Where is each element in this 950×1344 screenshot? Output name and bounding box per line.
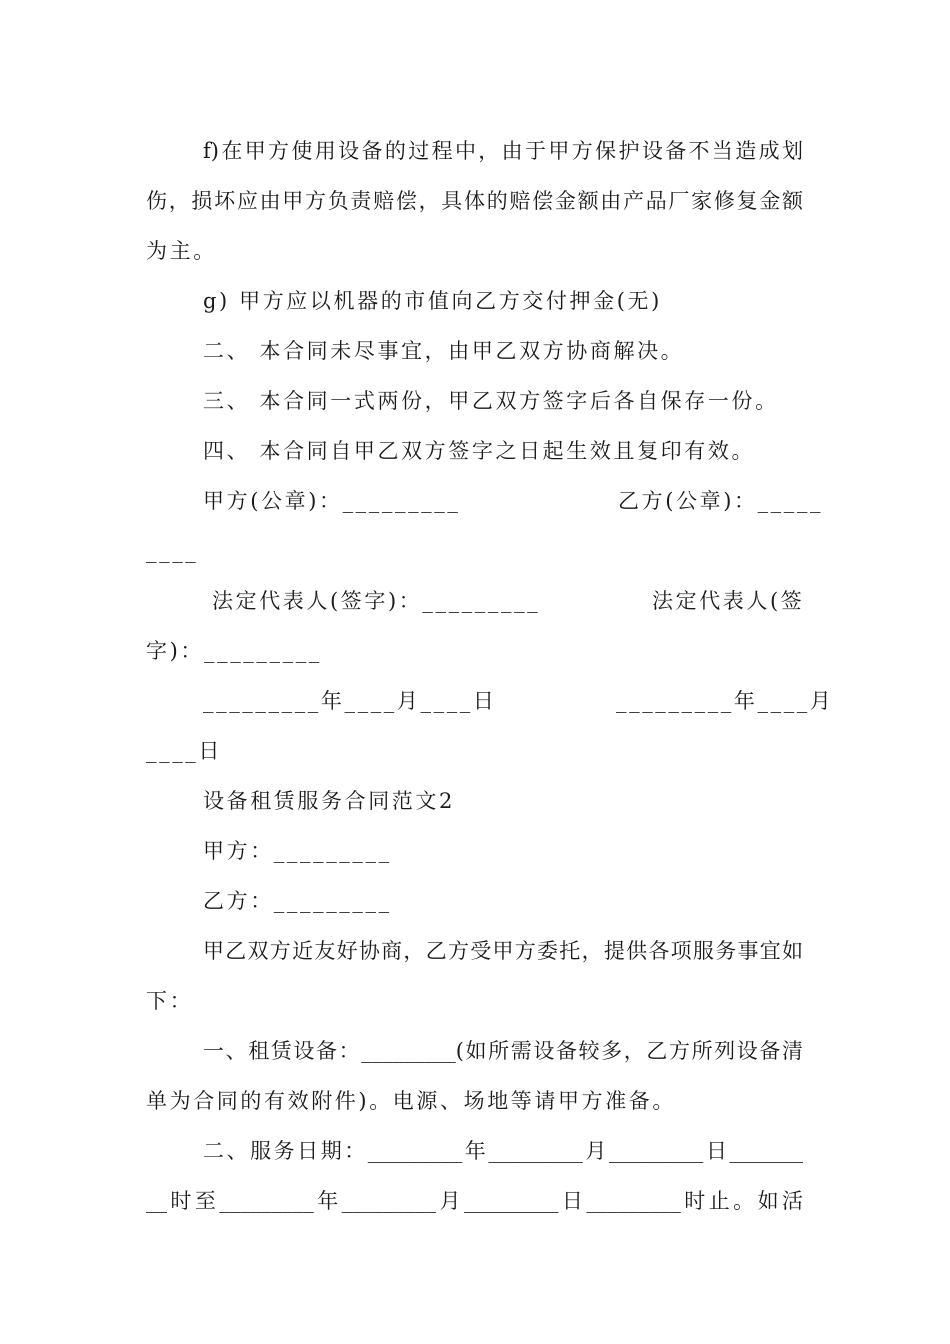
party-a-seal: 甲方(公章)：_________ bbox=[203, 489, 461, 513]
party-b-date: _________年____月 bbox=[616, 689, 834, 713]
article-1-line-1: 一、租赁设备：_________(如所需设备较多，乙方所列设备清 bbox=[203, 1039, 803, 1063]
section-title: 设备租赁服务合同范文2 bbox=[203, 789, 455, 813]
clause-f-line-1: f)在甲方使用设备的过程中，由于甲方保护设备不当造成划 bbox=[203, 139, 803, 163]
party-b-representative-continued: 字)：_________ bbox=[146, 639, 322, 663]
party-b-representative: 法定代表人(签 bbox=[652, 589, 805, 613]
party-b-name: 乙方：_________ bbox=[203, 889, 392, 913]
service-date-line-1: 二、服务日期：_________年_________月_________日_______ bbox=[203, 1139, 803, 1163]
clause-f-line-2: 伤，损坏应由甲方负责赔偿，具体的赔偿金额由产品厂家修复金额 bbox=[146, 189, 803, 213]
intro-line-1: 甲乙双方近友好协商，乙方受甲方委托，提供各项服务事宜如 bbox=[203, 939, 803, 963]
article-4: 四、 本合同自甲乙双方签字之日起生效且复印有效。 bbox=[203, 439, 756, 463]
party-b-seal-continued: ____ bbox=[146, 539, 199, 563]
party-a-date: _________年____月____日 bbox=[203, 689, 497, 713]
article-2: 二、 本合同未尽事宜，由甲乙双方协商解决。 bbox=[203, 339, 685, 363]
party-b-seal: 乙方(公章)：_____ bbox=[618, 489, 824, 513]
party-b-date-continued: ____日 bbox=[146, 739, 222, 763]
article-3: 三、 本合同一式两份，甲乙双方签字后各自保存一份。 bbox=[203, 389, 779, 413]
article-1-line-2: 单为合同的有效附件)。电源、场地等请甲方准备。 bbox=[146, 1089, 676, 1113]
service-date-line-2: __时至_________年_________月_________日_________时止。如活 bbox=[146, 1189, 803, 1213]
clause-f-line-3: 为主。 bbox=[146, 239, 217, 263]
clause-g: g) 甲方应以机器的市值向乙方交付押金(无) bbox=[203, 289, 662, 313]
party-a-name: 甲方：_________ bbox=[203, 839, 392, 863]
party-a-representative: 法定代表人(签字)：_________ bbox=[212, 589, 541, 613]
intro-line-2: 下： bbox=[146, 989, 194, 1013]
